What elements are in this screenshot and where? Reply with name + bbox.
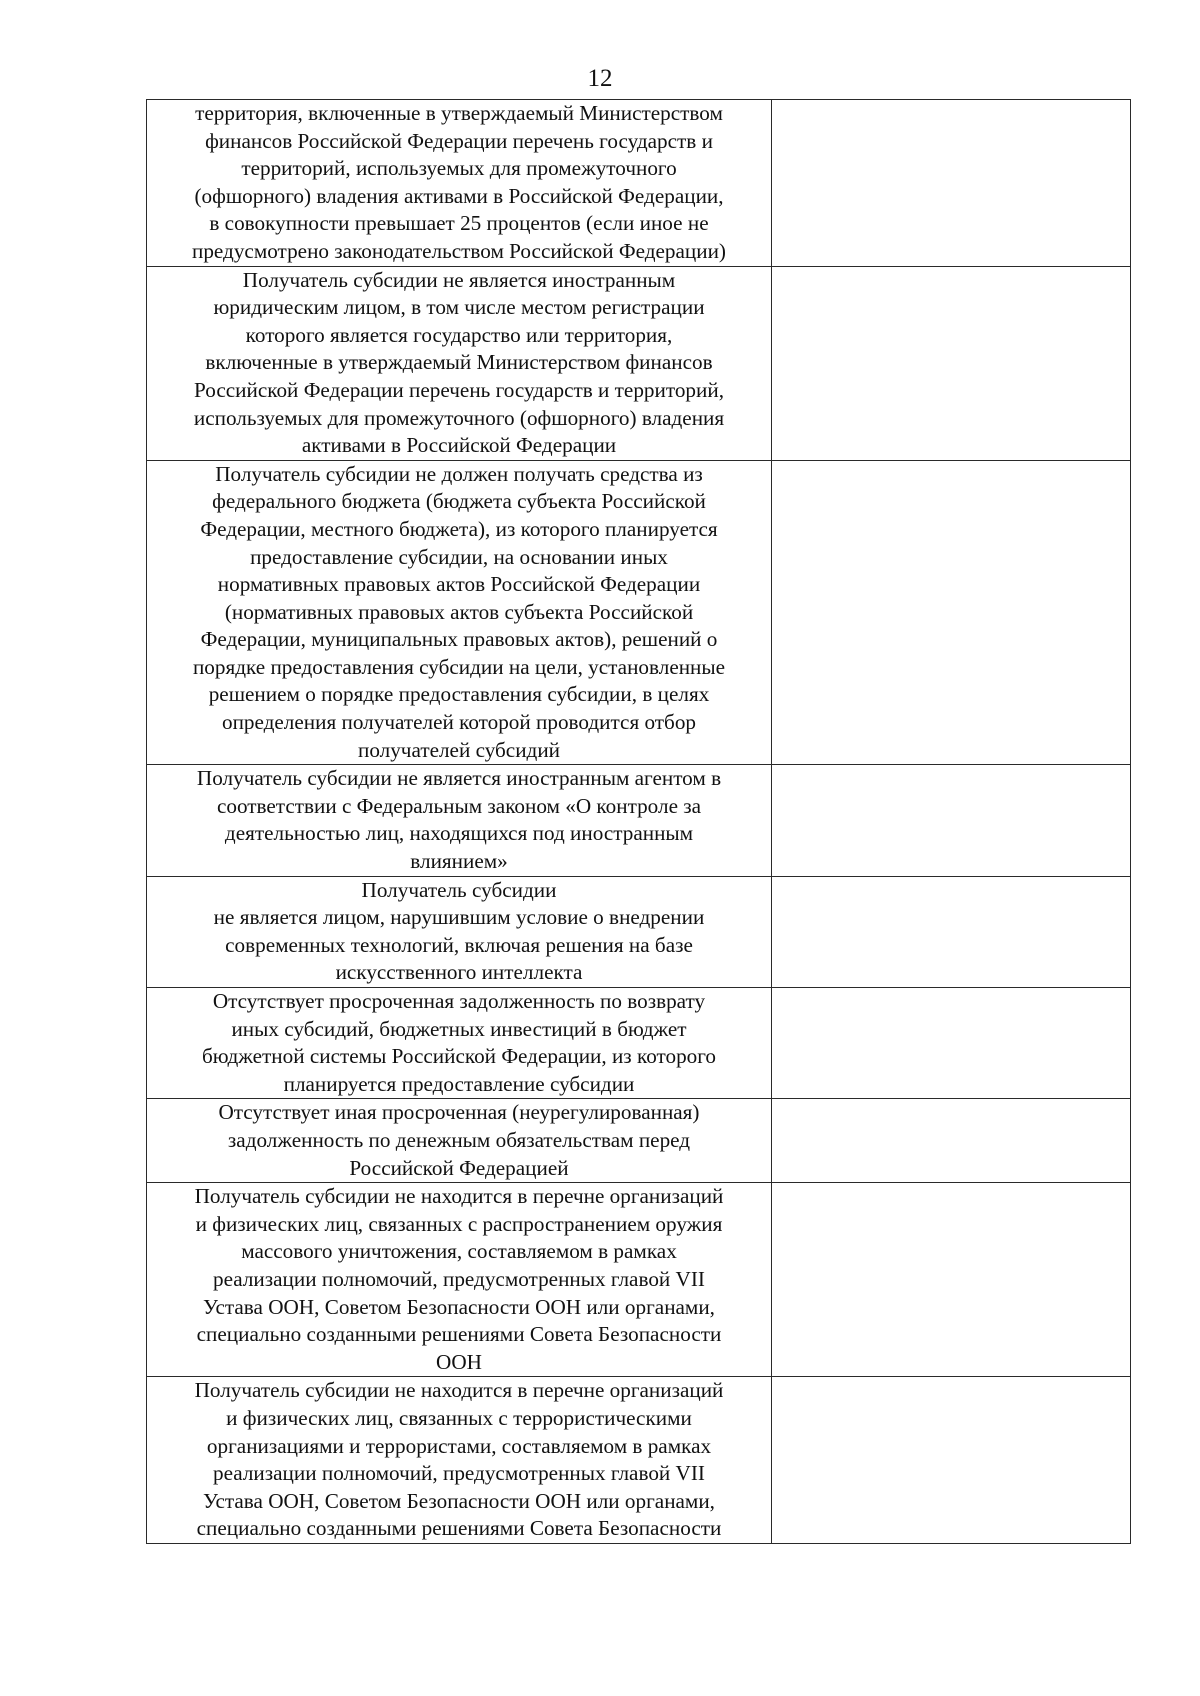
confirmation-cell xyxy=(772,460,1131,765)
requirement-text-line: ООН xyxy=(436,1349,482,1374)
requirement-text-cell xyxy=(147,1377,772,1544)
confirmation-cell xyxy=(772,1099,1131,1183)
requirement-text-line: массового уничтожения, составляемом в рамках xyxy=(241,1239,677,1264)
requirement-text-line: Получатель субсидии не находится в перечне организаций xyxy=(194,1378,724,1403)
requirement-text-line: и физических лиц, связанных с распространением оружия xyxy=(195,1211,723,1236)
requirement-text-line: юридическим лицом, в том числе местом регистрации xyxy=(213,295,705,320)
requirement-text-line: Федерации, муниципальных правовых актов), решений о xyxy=(200,627,718,652)
requirement-text-line: бюджетной системы Российской Федерации, из которого xyxy=(201,1044,717,1069)
requirement-text-line: иных субсидий, бюджетных инвестиций в бюджет xyxy=(231,1016,687,1041)
requirement-text-cell xyxy=(147,266,772,460)
confirmation-cell xyxy=(772,1183,1131,1377)
table-row xyxy=(147,100,1131,267)
table-row xyxy=(147,266,1131,460)
requirement-text-line: порядке предоставления субсидии на цели, установленные xyxy=(192,654,726,679)
requirement-text-line: планируется предоставление субсидии xyxy=(283,1071,635,1096)
requirement-text-cell xyxy=(147,988,772,1099)
requirement-text-line: организациями и террористами, составляемом в рамках xyxy=(206,1433,712,1458)
requirement-text-cell xyxy=(147,460,772,765)
requirement-text-line: федерального бюджета (бюджета субъекта Российской xyxy=(212,489,706,514)
confirmation-cell xyxy=(772,876,1131,987)
table-row xyxy=(147,876,1131,987)
requirement-text-line: Российской Федерации перечень государств и территорий, xyxy=(193,377,725,402)
requirement-text-line: деятельностью лиц, находящихся под иностранным xyxy=(224,821,694,846)
requirement-text-line: определения получателей которой проводится отбор xyxy=(221,710,697,735)
requirement-text-cell xyxy=(147,1183,772,1377)
requirement-text-cell xyxy=(147,1099,772,1183)
confirmation-cell xyxy=(772,988,1131,1099)
requirement-text-cell xyxy=(147,765,772,876)
requirement-text-line: решением о порядке предоставления субсидии, в целях xyxy=(208,682,710,707)
requirement-text-line: Получатель субсидии не должен получать средства из xyxy=(215,461,703,486)
requirement-text-line: специально созданными решениями Совета Безопасности xyxy=(196,1516,722,1541)
requirement-text-cell xyxy=(147,100,772,267)
requirement-text-line: не является лицом, нарушившим условие о внедрении xyxy=(213,905,705,930)
requirement-text-line: Федерации, местного бюджета), из которого планируется xyxy=(200,516,718,541)
requirement-text-line: и физических лиц, связанных с террористическими xyxy=(226,1405,692,1430)
requirement-text-line: (офшорного) владения активами в Российской Федерации, xyxy=(194,183,724,208)
requirement-text-line: Получатель субсидии xyxy=(361,877,557,902)
requirement-text-line: предоставление субсидии, на основании иных xyxy=(250,544,668,569)
requirement-text-line: активами в Российской Федерации xyxy=(301,433,617,458)
requirement-text-cell xyxy=(147,876,772,987)
confirmation-cell xyxy=(772,100,1131,267)
requirement-text-line: территория, включенные в утверждаемый Министерством xyxy=(195,101,723,125)
requirement-text-line: территорий, используемых для промежуточного xyxy=(241,156,677,181)
requirement-text-line: искусственного интеллекта xyxy=(335,960,583,985)
requirement-text-line: Получатель субсидии не является иностранным xyxy=(242,267,676,292)
table-row xyxy=(147,1183,1131,1377)
requirement-text-line: реализации полномочий, предусмотренных главой VII xyxy=(213,1266,705,1291)
requirement-text-line: Российской Федерацией xyxy=(349,1155,569,1180)
table-row xyxy=(147,988,1131,1099)
requirement-text-line: (нормативных правовых актов субъекта Российской xyxy=(224,599,694,624)
requirement-text-line: включенные в утверждаемый Министерством финансов xyxy=(205,350,713,375)
requirement-text-line: нормативных правовых актов Российской Федерации xyxy=(217,572,701,597)
requirement-text-line: Отсутствует просроченная задолженность по возврату xyxy=(212,989,706,1013)
requirement-text-line: финансов Российской Федерации перечень государств и xyxy=(205,128,713,153)
requirement-text-line: современных технологий, включая решения на базе xyxy=(225,932,693,957)
requirements-table xyxy=(146,99,1131,1544)
requirement-text-line: влиянием» xyxy=(410,849,508,874)
requirement-text-line: задолженность по денежным обязательствам перед xyxy=(227,1127,691,1152)
requirement-text-line: которого является государство или территория, xyxy=(245,322,673,347)
requirement-text-line: получателей субсидий xyxy=(357,737,561,762)
confirmation-cell xyxy=(772,266,1131,460)
table-row xyxy=(147,460,1131,765)
requirements-table-body xyxy=(147,100,1131,1544)
confirmation-cell xyxy=(772,765,1131,876)
requirement-text-line: Отсутствует иная просроченная (неурегулированная) xyxy=(218,1100,700,1125)
requirement-text-line: специально созданными решениями Совета Безопасности xyxy=(196,1322,722,1347)
requirement-text-line: используемых для промежуточного (офшорного) владения xyxy=(193,405,725,430)
table-row xyxy=(147,765,1131,876)
requirement-text-line: Получатель субсидии не находится в перечне организаций xyxy=(194,1184,724,1209)
requirement-text-line: соответствии с Федеральным законом «О контроле за xyxy=(216,793,702,818)
requirement-text-line: реализации полномочий, предусмотренных главой VII xyxy=(213,1461,705,1486)
table-row xyxy=(147,1377,1131,1544)
requirement-text-line: Получатель субсидии не является иностранным агентом в xyxy=(196,766,722,791)
table-row xyxy=(147,1099,1131,1183)
page-number: 12 xyxy=(587,65,613,92)
requirement-text-line: предусмотрено законодательством Российской Федерации) xyxy=(192,238,726,263)
requirement-text-line: Устава ООН, Советом Безопасности ООН или органами, xyxy=(203,1294,715,1319)
confirmation-cell xyxy=(772,1377,1131,1544)
requirement-text-line: Устава ООН, Советом Безопасности ООН или органами, xyxy=(203,1488,715,1513)
requirement-text-line: в совокупности превышает 25 процентов (если иное не xyxy=(209,211,709,236)
